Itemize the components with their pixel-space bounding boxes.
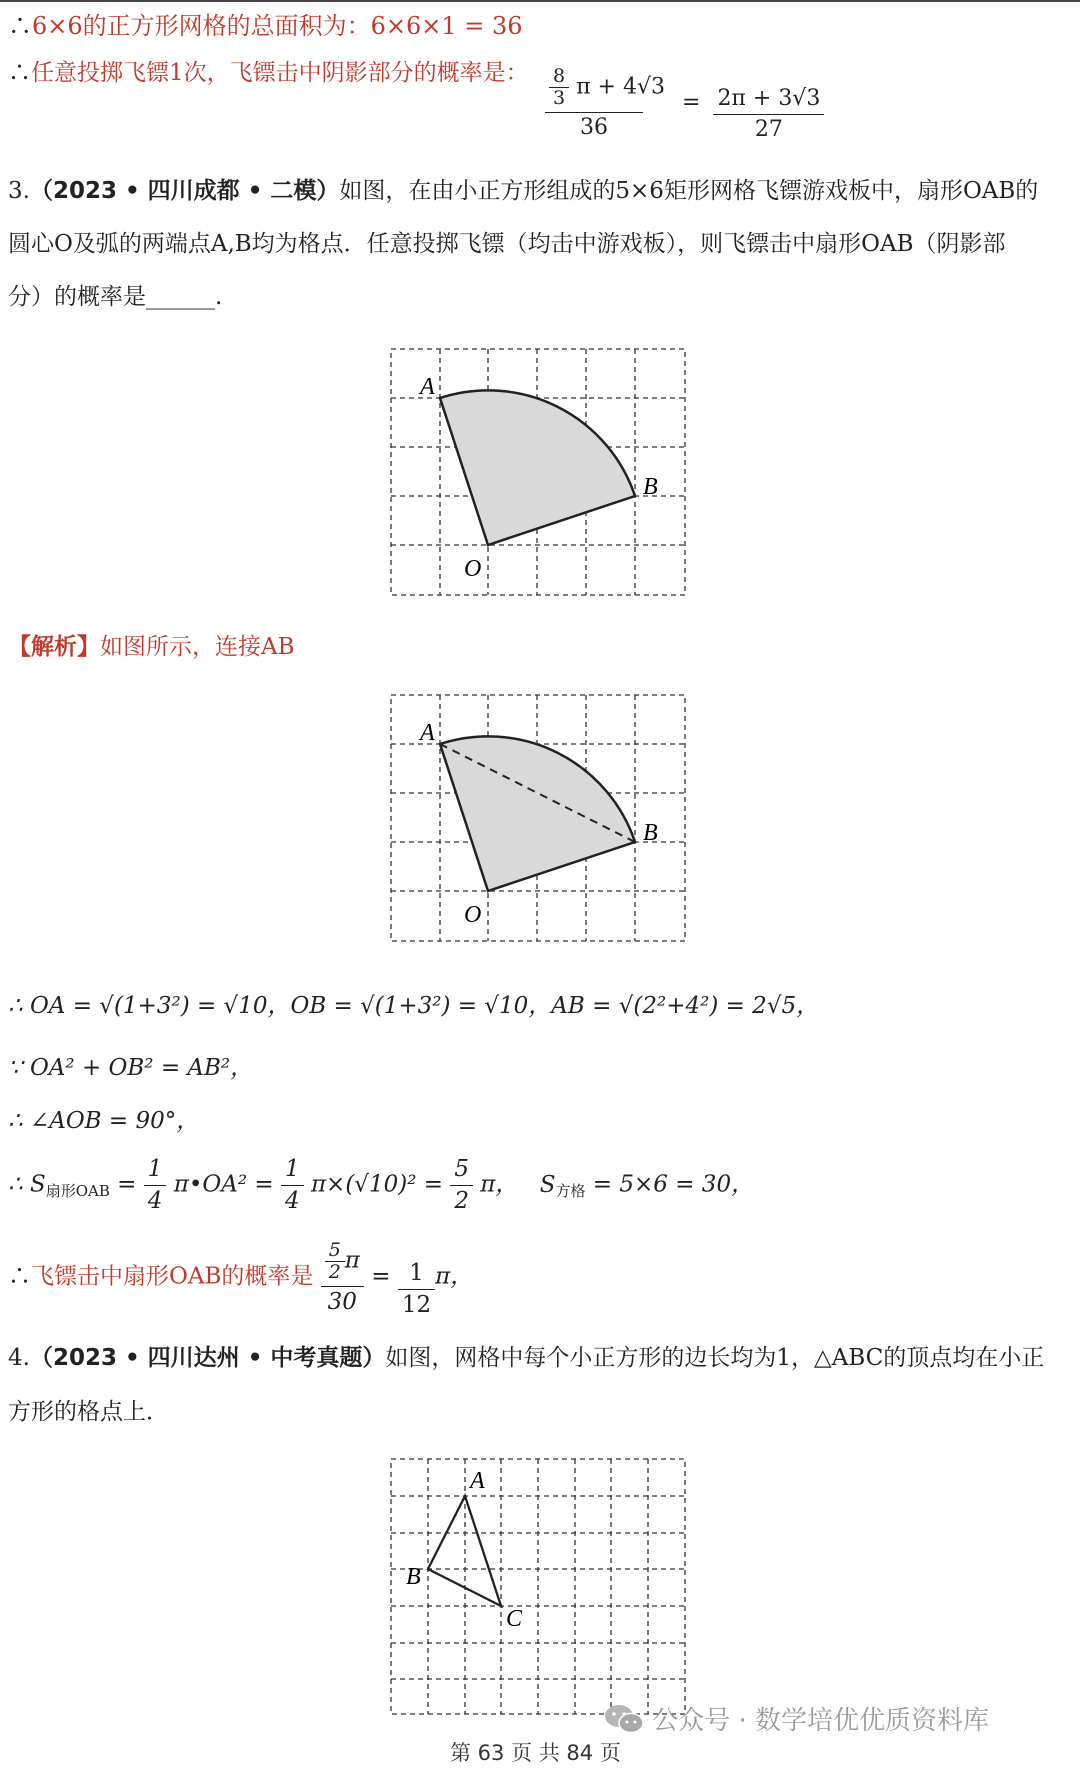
solution-angle: ∴ ∠AOB = 90°， (8, 1108, 200, 1134)
point-a-label: A (420, 720, 435, 746)
figure-sector-oab-with-chord (390, 694, 690, 946)
solution-probability: ∴飞镖击中扇形OAB的概率是 $\frac{5}{2}$ π 30 = $\frac{1}{12}$ π， (8, 1239, 474, 1318)
point-b-label: B (643, 474, 658, 500)
problem-4-line-1: 4.（2023 • 四川达州 • 中考真题）如图，网格中每个小正方形的边长均为1，△ABC的顶点均在小正 (8, 1345, 1045, 1371)
figure-triangle-abc (390, 1458, 690, 1718)
watermark: 公众号 · 数学培优优质资料库 (604, 1700, 989, 1737)
wechat-icon (604, 1703, 644, 1735)
problem-4-line-2: 方形的格点上． (8, 1399, 169, 1425)
page-number-footer: 第 63 页 共 84 页 (450, 1741, 621, 1765)
problem-3-line-1: 3.（2023 • 四川成都 • 二模）如图，在由小正方形组成的5×6矩形网格飞镖游戏板中，扇形OAB的 (8, 178, 1039, 204)
point-o-label: O (464, 902, 482, 928)
solution-areas: ∴ $S_{扇形OAB}$ = $\frac{1}{4}$ π•OA² = $\frac{1}{4}$ π×(√10)² = $\frac{5}{2}$ π， $S_{方格} = 5\times 6 = 30$， (8, 1156, 755, 1214)
point-a-label: A (470, 1468, 485, 1494)
point-b-label: B (406, 1564, 421, 1590)
probability-fraction: $\frac{8}{3}$ π + 4√3 36 = $\frac{2\pi + 3√3}{27}$ (545, 64, 824, 141)
problem-3-line-2: 圆心O及弧的两端点A,B均为格点．任意投掷飞镖（均击中游戏板），则飞镖击中扇形OAB（阴影部 (8, 231, 1006, 257)
summary-line-grid-area: ∴6×6的正方形网格的总面积为：6×6×1 = 36 (8, 12, 523, 40)
top-rule (0, 0, 1080, 2)
point-c-label: C (506, 1606, 523, 1632)
figure-sector-oab (390, 348, 690, 600)
point-a-label: A (420, 374, 435, 400)
point-o-label: O (464, 556, 482, 582)
analysis-line: 【解析】如图所示，连接AB (8, 634, 295, 660)
probability-line: ∴任意投掷飞镖1次，飞镖击中阴影部分的概率是： (8, 60, 529, 86)
solution-lengths: ∴ OA = √(1+3²) = √10，OB = √(1+3²) = √10，AB = √(2²+4²) = 2√5， (8, 993, 820, 1019)
solution-pythagoras: ∵ OA² + OB² = AB²， (8, 1055, 254, 1081)
problem-3-line-3: 分）的概率是______. (8, 284, 223, 310)
point-b-label: B (643, 820, 658, 846)
